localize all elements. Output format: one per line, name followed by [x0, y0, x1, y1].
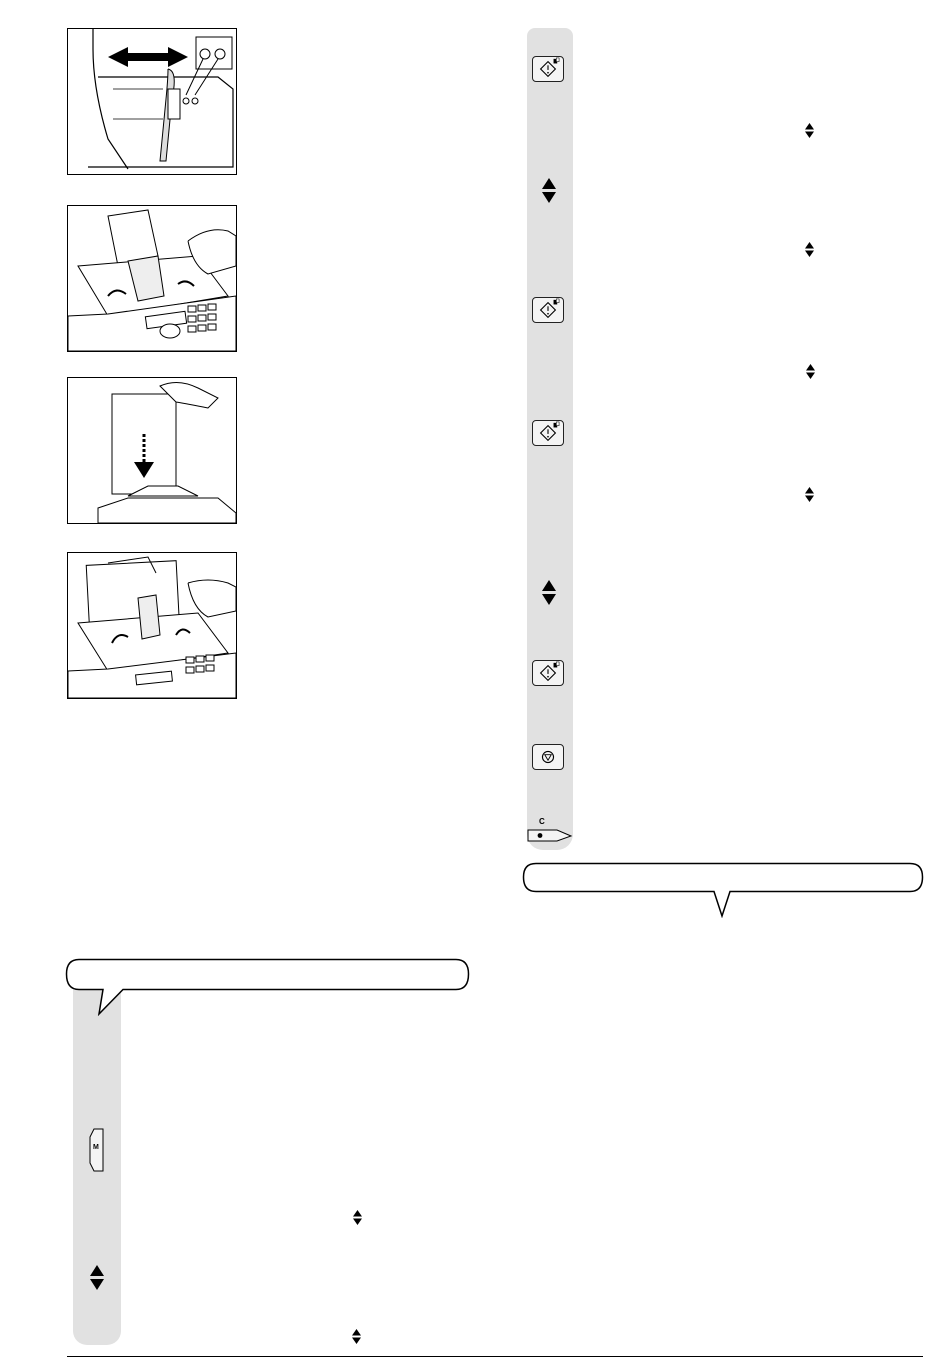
- up-down-arrow-icon: [805, 242, 814, 257]
- up-down-arrow-icon: [805, 123, 814, 138]
- paper-width-guide-illustration: [67, 28, 237, 175]
- start-copy-key-icon[interactable]: [532, 56, 564, 82]
- up-down-arrow-keys-icon[interactable]: [541, 178, 557, 204]
- up-down-arrow-icon: [353, 1210, 362, 1225]
- up-down-arrow-keys-icon[interactable]: [89, 1265, 105, 1291]
- clear-c-key-icon[interactable]: [527, 817, 573, 842]
- menu-m-key-icon[interactable]: [88, 1128, 106, 1172]
- page-footer-rule: [67, 1356, 923, 1357]
- clear-key-letter: C: [539, 817, 545, 826]
- left-callout-bubble: [65, 958, 470, 1016]
- start-copy-key-icon[interactable]: [532, 420, 564, 446]
- stop-key-icon[interactable]: [532, 744, 564, 770]
- paper-loaded-illustration: [67, 552, 237, 699]
- up-down-arrow-icon: [806, 364, 815, 379]
- start-copy-key-icon[interactable]: [532, 297, 564, 323]
- right-callout-bubble: [522, 862, 924, 918]
- up-down-arrow-keys-icon[interactable]: [541, 580, 557, 606]
- up-down-arrow-icon: [352, 1329, 361, 1344]
- menu-key-letter: M: [93, 1144, 99, 1151]
- up-down-arrow-icon: [805, 487, 814, 502]
- insert-paper-illustration: [67, 377, 237, 524]
- start-copy-key-icon[interactable]: [532, 660, 564, 686]
- open-paper-tray-illustration: [67, 205, 237, 352]
